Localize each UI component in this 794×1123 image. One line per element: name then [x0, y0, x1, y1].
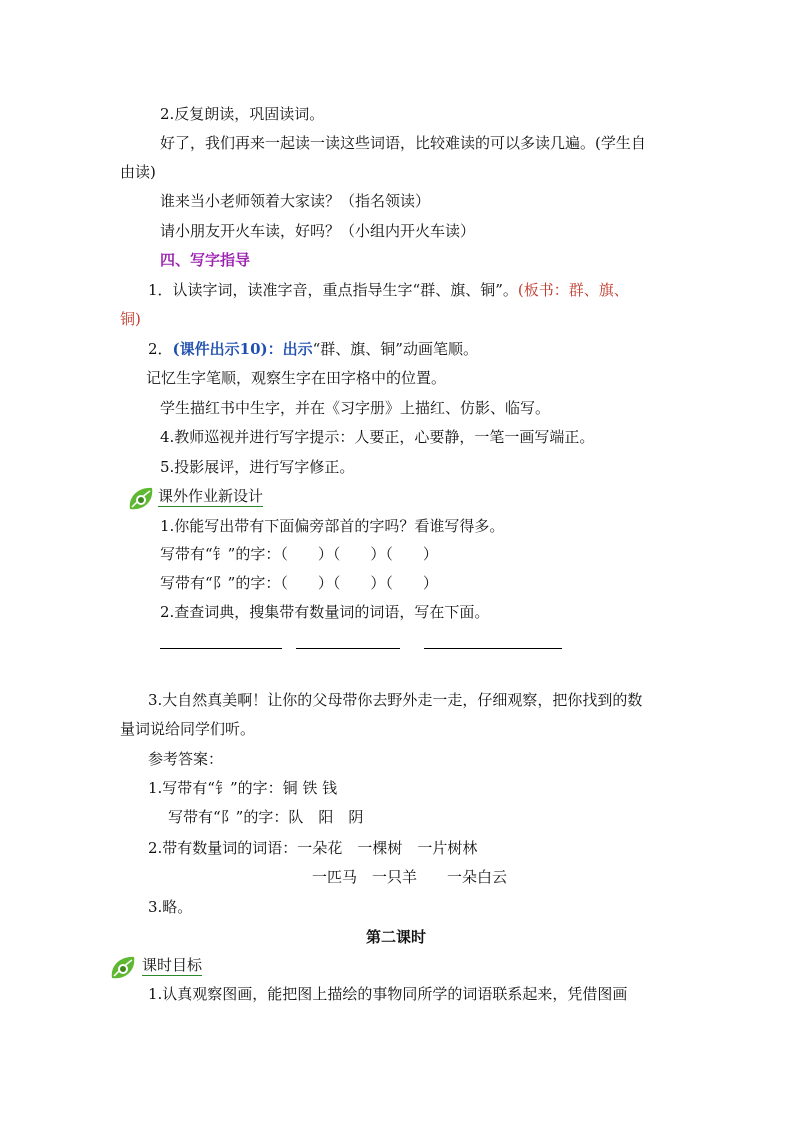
goal-title-text: 课时目标 — [142, 956, 203, 974]
leaf-icon — [126, 485, 156, 513]
question-1: 1.你能写出带有下面偏旁部首的字吗？看谁写得多。 — [160, 517, 505, 535]
item-1 — [148, 280, 629, 300]
leaf-icon — [108, 954, 138, 982]
item-2b-num: 2． — [148, 340, 173, 358]
paragraph: 谁来当小老师领着大家读？（指名领读） — [160, 192, 431, 210]
goal-title — [142, 955, 202, 975]
paragraph: 学生描红书中生字，并在《习字册》上描红、仿影、临写。 — [160, 399, 551, 417]
answers-label: 参考答案： — [148, 750, 224, 768]
section-heading: 四、写字指导 — [160, 251, 251, 269]
board-note: (板书：群、旗、 — [517, 281, 629, 299]
item-2: 2.反复朗读，巩固读词。 — [160, 105, 325, 123]
homework-title — [158, 486, 263, 506]
item-2b — [148, 339, 478, 359]
item-2b-text: “群、旗、铜”动画笔顺。 — [312, 340, 478, 358]
question-3-cont: 量词说给同学们听。 — [120, 720, 256, 738]
paragraph: 好了，我们再来一起读一读这些词语，比较难读的可以多读几遍。(学生自 — [160, 134, 646, 152]
item-1-text: 1．认读字词，读准字音，重点指导生字“群、旗、铜”。 — [148, 281, 518, 299]
answer-2a: 2.带有数量词的词语：一朵花 一棵树 一片树林 — [148, 839, 478, 857]
answer-1b: 写带有“阝”的字：队 阳 阴 — [168, 808, 364, 826]
paragraph: 请小朋友开火车读，好吗？（小组内开火车读） — [160, 222, 476, 240]
question-3: 3.大自然真美啊！让你的父母带你去野外走一走，仔细观察，把你找到的数 — [148, 691, 643, 709]
item-5: 5.投影展评，进行写字修正。 — [160, 458, 355, 476]
answer-3: 3.略。 — [148, 898, 193, 916]
answer-blank[interactable] — [424, 648, 562, 649]
answer-blank[interactable] — [160, 648, 282, 649]
goal-1: 1.认真观察图画，能把图上描绘的事物同所学的词语联系起来，凭借图画 — [148, 985, 628, 1003]
question-2: 2.查查词典，搜集带有数量词的词语，写在下面。 — [160, 603, 490, 621]
lesson-title: 第二课时 — [366, 928, 427, 946]
item-4: 4.教师巡视并进行写字提示：人要正，心要静，一笔一画写端正。 — [160, 428, 595, 446]
board-note-cont: 铜) — [120, 310, 141, 328]
paragraph: 记忆生字笔顺，观察生字在田字格中的位置。 — [146, 369, 447, 387]
courseware-note: (课件出示10)：出示 — [172, 340, 313, 358]
homework-title-text: 课外作业新设计 — [158, 487, 264, 505]
answer-1a: 1.写带有“钅”的字：铜 铁 钱 — [148, 779, 338, 797]
question-1b: 写带有“阝”的字：（ ）（ ）（ ） — [160, 574, 438, 592]
answer-blank[interactable] — [296, 648, 400, 649]
question-1a: 写带有“钅”的字：（ ）（ ）（ ） — [160, 545, 438, 563]
paragraph: 由读) — [120, 163, 156, 181]
answer-2b: 一匹马 一只羊 一朵白云 — [312, 868, 508, 886]
